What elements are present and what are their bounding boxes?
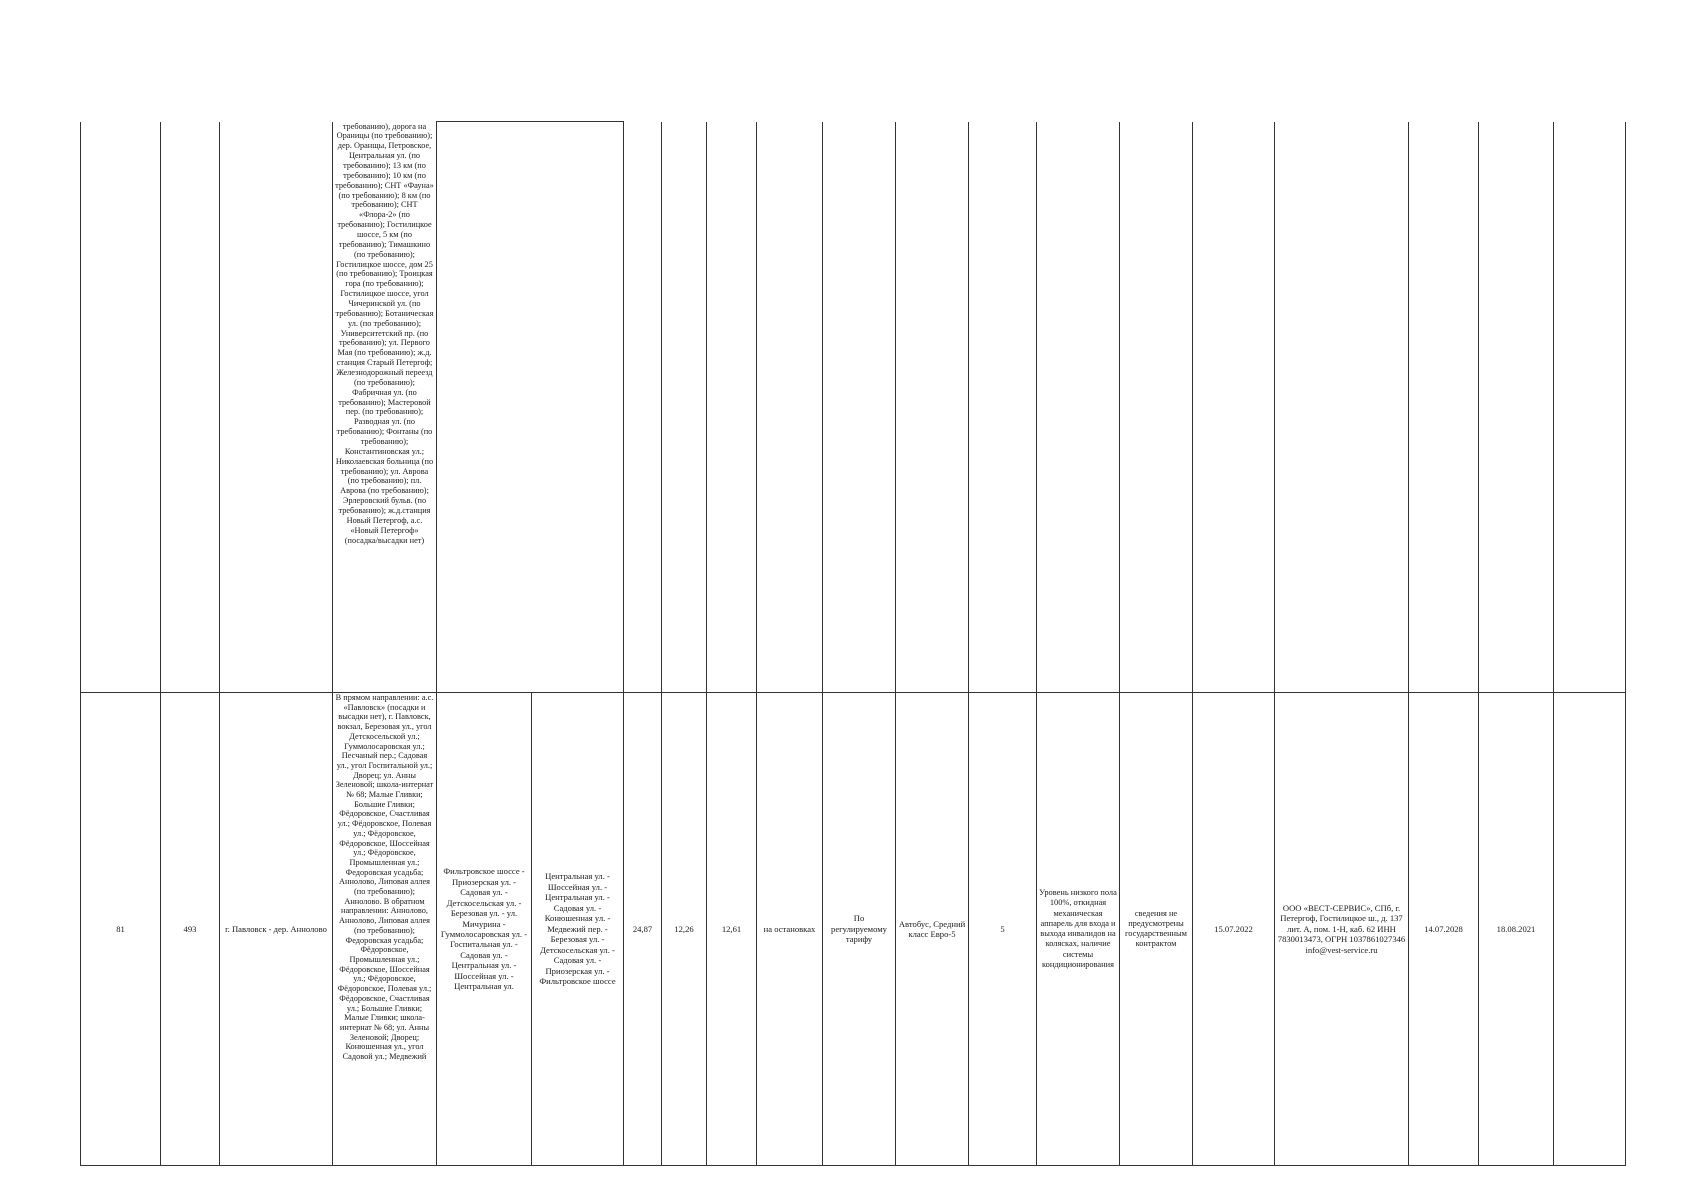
notes: [1554, 693, 1626, 1166]
contract-end-date: 14.07.2028: [1409, 693, 1479, 1166]
streets-forward: Фильтровское шоссе - Приозерская ул. - Садовая ул. - Детскосельская ул. - Березовая ул. - ул. Мичурина - Гуммолосаровская ул. - Госпитальная ул. - Садовая ул. - Центральная ул. - Шоссейная ул. - Центральная ул.: [437, 693, 532, 1166]
cell-empty: [624, 122, 662, 693]
table-row: [81, 693, 1626, 1166]
continuation-stops: требованию), дорога на Ораницы (по требованию); дер. Оранщы, Петровское, Центральная ул. (по требованию); 13 км (по требованию); 10 км (по требованию); СНТ «Фауна» (по требованию); 8 км (по требованию); СНТ «Флора-2» (по требованию); Гостилицкое шоссе, 5 км (по требованию); Тимашкино (по требованию); Гостилицкое шоссе, дом 25 (по требованию); Троицкая гора (по требованию); Гостилицкое шоссе, угол Чичеринской ул. (по требованию); Ботаническая ул. (по требованию); Университетский пр. (по требованию); ул. Первого Мая (по требованию); ж.д. станция Старый Петергоф; Железнодорожный переезд (по требованию); Фабричная ул. (по требованию); Мастеровой пер. (по требованию); Разводная ул. (по требованию); Фонтаны (по требованию); Константиновская ул.; Николаевская больница (по требованию); ул. Аврова (по требованию); пл. Аврова (по требованию); Эрлеровский бульв. (по требованию); ж.д.станция Новый Петергоф, а.с. «Новый Петергоф» (посадка/высадки нет): [333, 122, 437, 693]
cell-empty: [1120, 122, 1193, 693]
row-number: 81: [81, 693, 161, 1166]
cell-empty: [161, 122, 220, 693]
route-stops: В прямом направлении: а.с. «Павловск» (посадки и высадки нет), г. Павловск, вокзал, Березовая ул., угол Детскосельской ул.; Гуммолосаровская ул.; Песчаный пер.; Садовая ул., угол Госпитальной ул.; Дворец; ул. Анны Зеленовой; школа-интернат № 68; Малые Гливки; Большие Гливки; Фёдоровское, Счастливая ул.; Фёдоровское, Полевая ул.; Фёдоровское, Фёдоровское, Шоссейная ул.; Фёдоровское, Промышленная ул.; Федоровская усадьба; Аннолово, Липовая аллея (по требованию); Аннолово. В обратном направлении: Аннолово, Аннолово, Липовая аллея (по требованию); Федоровская усадьба; Фёдоровское, Промышленная ул.; Фёдоровское, Шоссейная ул.; Фёдоровское, Фёдоровское, Полевая ул.; Фёдоровское, Счастливая ул.; Большие Гливки; Малые Гливки; школа-интернат № 68; ул. Анны Зеленовой; Дворец; Конюшенная ул., угол Садовой ул.; Медвежий: [333, 693, 437, 1166]
length-total: 24,87: [624, 693, 662, 1166]
cell-empty: [1479, 122, 1554, 693]
boarding-order: на остановках: [757, 693, 823, 1166]
carrier-info: ООО «ВЕСТ-СЕРВИС», СПб, г. Петергоф, Гостилицкое ш., д. 137 лит. А, пом. 1-Н, каб. 62 ИНН 7830013473, ОГРН 1037861027346 info@vest-service.ru: [1275, 693, 1409, 1166]
cell-empty: [81, 122, 161, 693]
registry-table-sheet: [80, 121, 1625, 1164]
cell-empty: [1193, 122, 1275, 693]
route-name: г. Павловск - дер. Аннолово: [220, 693, 333, 1166]
cell-empty: [220, 122, 333, 693]
cell-empty: [1037, 122, 1120, 693]
tariff-type: По регулируемому тарифу: [823, 693, 896, 1166]
contract-info: сведения не предусмотрены государственным контрактом: [1120, 693, 1193, 1166]
cell-empty: [1554, 122, 1626, 693]
vehicle-type: Автобус, Средний класс Евро-5: [896, 693, 969, 1166]
start-date: 15.07.2022: [1193, 693, 1275, 1166]
cell-empty: [823, 122, 896, 693]
continuation-row: [81, 122, 1626, 693]
cell-empty: [662, 122, 707, 693]
cell-empty: [707, 122, 757, 693]
cell-empty: [969, 122, 1037, 693]
vehicle-count: 5: [969, 693, 1037, 1166]
cell-empty: [1275, 122, 1409, 693]
cell-empty: [1409, 122, 1479, 693]
length-backward: 12,61: [707, 693, 757, 1166]
length-forward: 12,26: [662, 693, 707, 1166]
cell-empty: [757, 122, 823, 693]
cell-empty: [896, 122, 969, 693]
streets-backward: Центральная ул. - Шоссейная ул. - Центральная ул. - Садовая ул. - Конюшенная ул. - Медвежий пер. - Березовая ул. - Детскосельская ул. - Садовая ул. - Приозерская ул. - Фильтровское шоссе: [532, 693, 624, 1166]
route-registry-table: [80, 121, 1626, 1166]
registry-date: 18.08.2021: [1479, 693, 1554, 1166]
route-number: 493: [161, 693, 220, 1166]
continuation-streets-box: [437, 122, 624, 693]
vehicle-characteristics: Уровень низкого пола 100%, откидная механическая аппарель для входа и выхода инвалидов на колясках, наличие системы кондиционирования: [1037, 693, 1120, 1166]
